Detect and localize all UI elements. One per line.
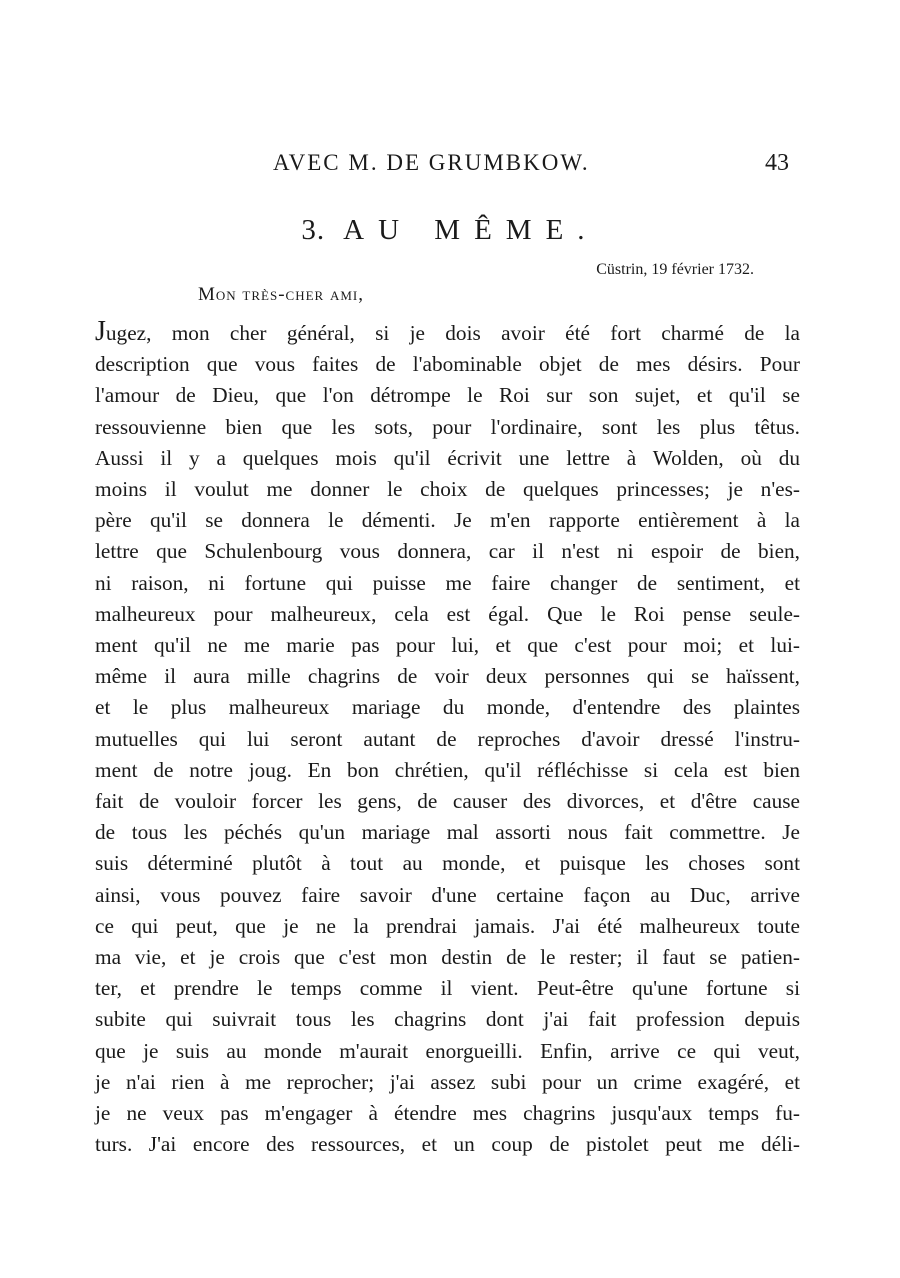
body-line: je n'ai rien à me reprocher; j'ai assez subi pour un crime exagéré, et [95, 1069, 800, 1094]
body-line: turs. J'ai encore des ressources, et un coup de pistolet peut me déli- [95, 1132, 800, 1157]
body-line: de tous les péchés qu'un mariage mal assorti nous fait commettre. Je [95, 820, 800, 845]
body-line: ni raison, ni fortune qui puisse me faire changer de sentiment, et [95, 570, 800, 595]
page-number: 43 [765, 150, 789, 176]
body-line: que je suis au monde m'aurait enorgueilli. Enfin, arrive ce qui veut, [95, 1038, 800, 1063]
body-line: subite qui suivrait tous les chagrins dont j'ai fait profession depuis [95, 1007, 800, 1032]
body-line: suis déterminé plutôt à tout au monde, et puisque les choses sont [95, 851, 800, 876]
body-line: ment de notre joug. En bon chrétien, qu'il réfléchisse si cela est bien [95, 757, 800, 782]
body-line: malheureux pour malheureux, cela est égal. Que le Roi pense seule- [95, 601, 800, 626]
body-line: lettre que Schulenbourg vous donnera, car il n'est ni espoir de bien, [95, 539, 800, 564]
letter-body [95, 316, 800, 1160]
body-line: ter, et prendre le temps comme il vient. Peut-être qu'une fortune si [95, 976, 800, 1001]
letter-heading [0, 214, 900, 247]
letter-title: AU MÊME. [343, 214, 599, 246]
running-head: AVEC M. DE GRUMBKOW. [273, 150, 590, 175]
body-line: ce qui peut, que je ne la prendrai jamais. J'ai été malheureux toute [95, 913, 800, 938]
body-line: ainsi, vous pouvez faire savoir d'une certaine façon au Duc, arrive [95, 882, 800, 907]
body-line: et le plus malheureux mariage du monde, d'entendre des plaintes [95, 695, 800, 720]
body-line: père qu'il se donnera le démenti. Je m'en rapporte entièrement à la [95, 508, 800, 533]
body-line: Aussi il y a quelques mois qu'il écrivit une lettre à Wolden, où du [95, 445, 800, 470]
body-line: description que vous faites de l'abominable objet de mes désirs. Pour [95, 352, 800, 377]
dateline: Cüstrin, 19 février 1732. [596, 261, 754, 278]
body-line: ma vie, et je crois que c'est mon destin de le rester; il faut se patien- [95, 945, 800, 970]
salutation: Mon très-cher ami, [198, 284, 364, 305]
letter-number: 3. [301, 214, 326, 246]
body-line: ressouvienne bien que les sots, pour l'ordinaire, sont les plus têtus. [95, 414, 800, 439]
body-line: fait de vouloir forcer les gens, de causer des divorces, et d'être cause [95, 789, 800, 814]
body-line: ment qu'il ne me marie pas pour lui, et que c'est pour moi; et lui- [95, 633, 800, 658]
body-line: l'amour de Dieu, que l'on détrompe le Roi sur son sujet, et qu'il se [95, 383, 800, 408]
body-line: Jugez, mon cher général, si je dois avoir été fort charmé de la [95, 316, 800, 347]
body-line: mutuelles qui lui seront autant de reproches d'avoir dressé l'instru- [95, 726, 800, 751]
body-line: je ne veux pas m'engager à étendre mes chagrins jusqu'aux temps fu- [95, 1101, 800, 1126]
body-line: même il aura mille chagrins de voir deux personnes qui se haïssent, [95, 664, 800, 689]
body-line: moins il voulut me donner le choix de quelques princesses; je n'es- [95, 477, 800, 502]
